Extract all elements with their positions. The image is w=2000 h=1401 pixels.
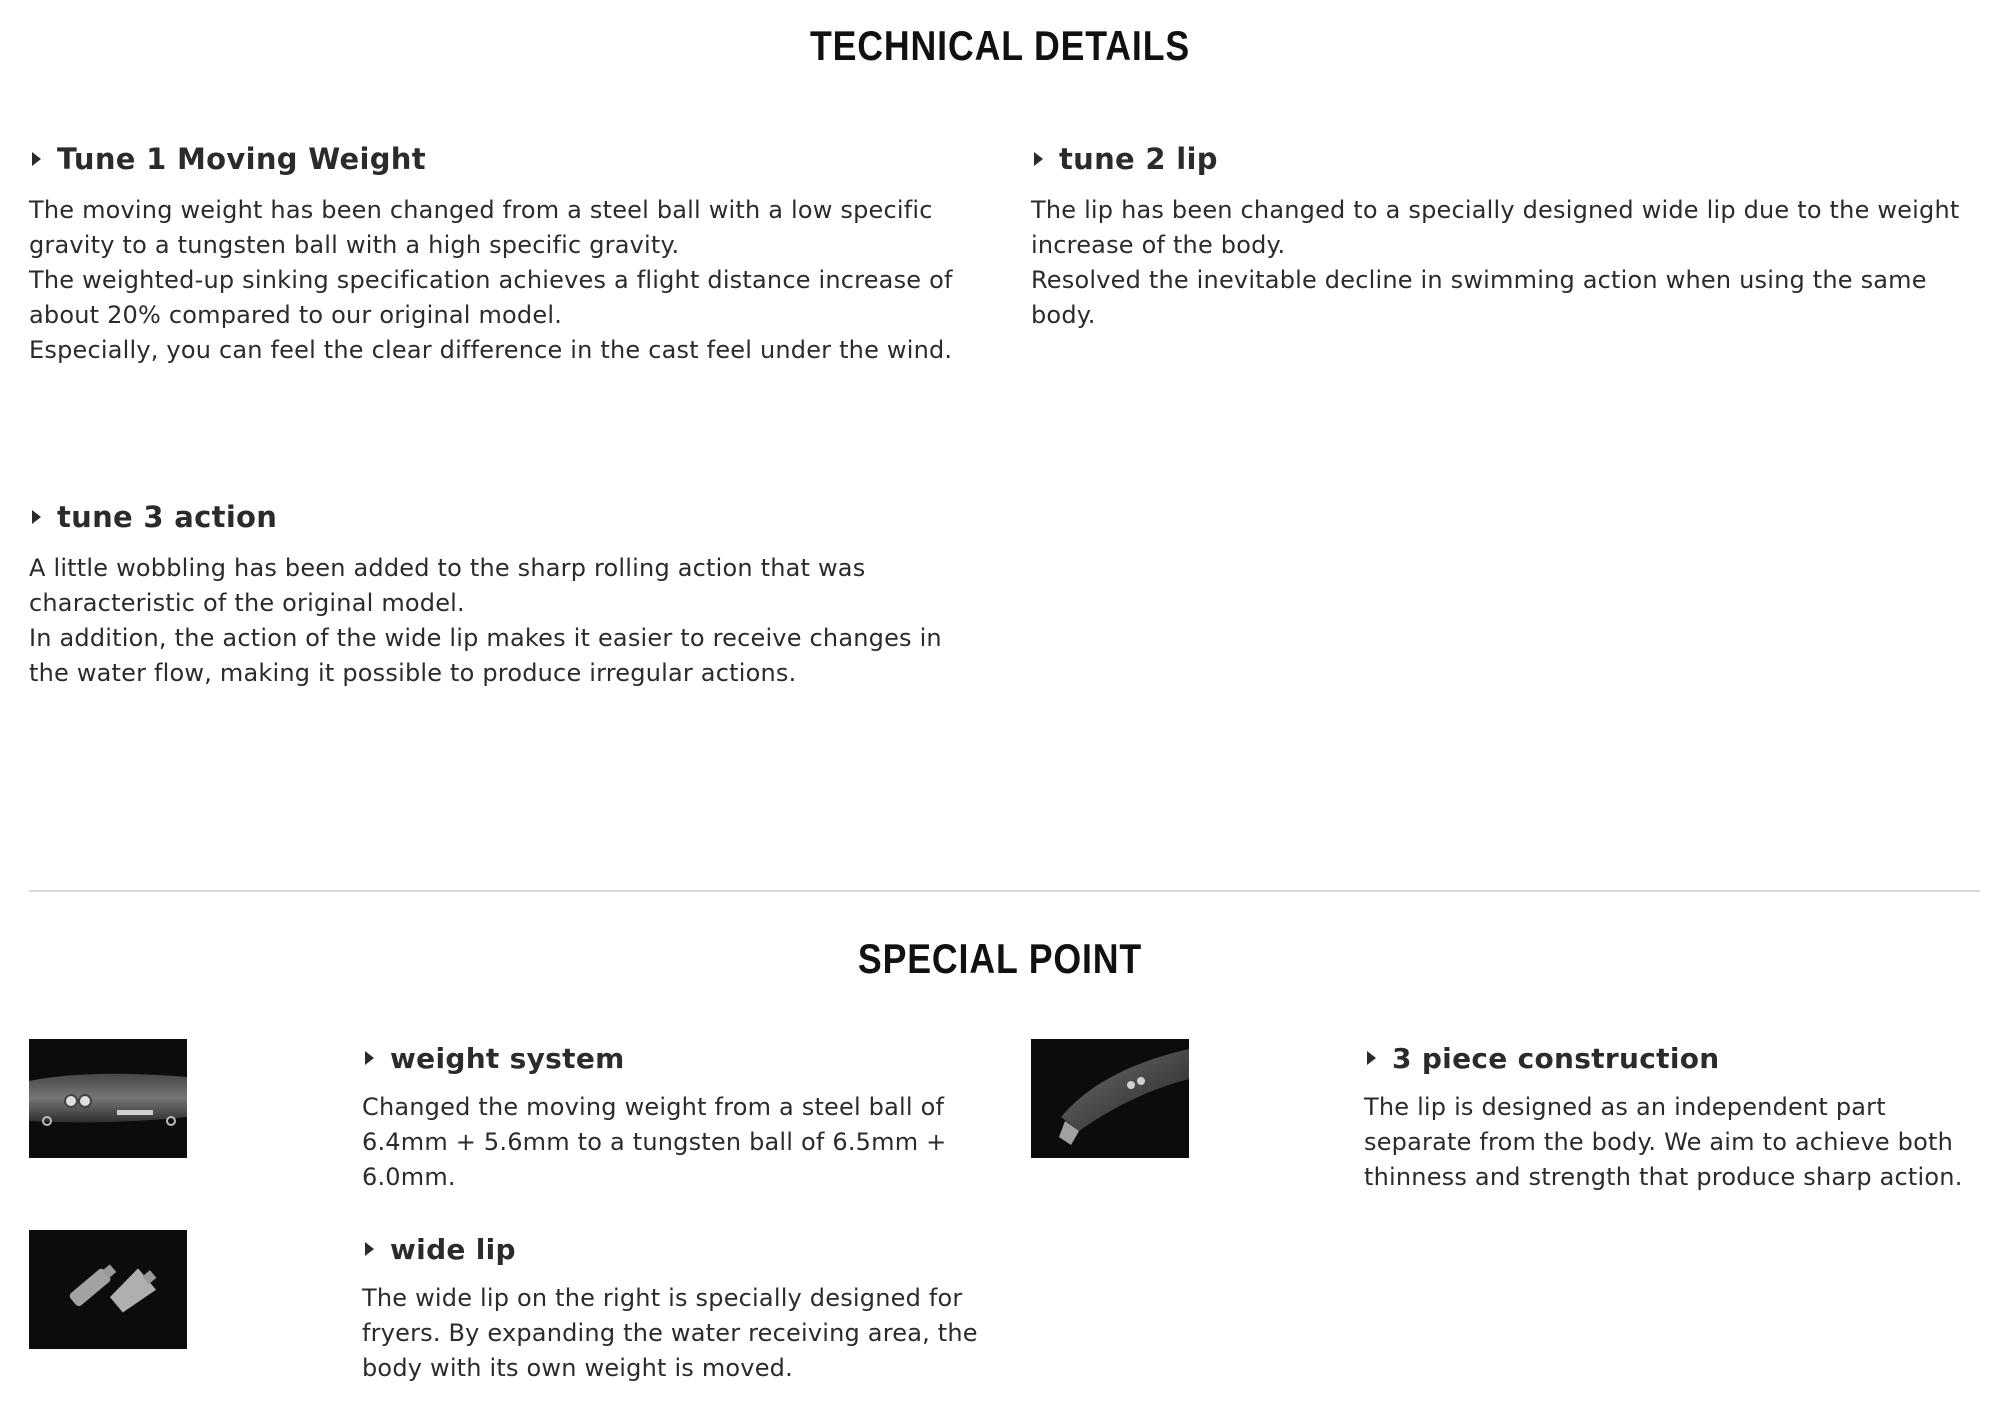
tune2-line: body. [1031,301,1096,329]
wide-lip-line: The wide lip on the right is specially designed for [362,1284,963,1312]
weight-system-line: 6.4mm + 5.6mm to a tungsten ball of 6.5mm + [362,1128,947,1156]
tune3-line: In addition, the action of the wide lip makes it easier to receive changes in [29,624,942,652]
tune3-block [29,497,989,691]
weight-system-block [362,1038,982,1195]
weight-system-line: 6.0mm. [362,1163,456,1191]
tune3-heading [29,497,989,537]
triangle-right-icon [365,1242,374,1256]
tune1-heading-text: Tune 1 Moving Weight [57,142,426,176]
tune2-heading [1031,139,1991,179]
wide-lip-line: fryers. By expanding the water receiving area, the [362,1319,978,1347]
tune3-line: characteristic of the original model. [29,589,465,617]
three-piece-line: thinness and strength that produce sharp action. [1364,1163,1963,1191]
three-piece-block [1364,1038,1984,1195]
tune1-line: about 20% compared to our original model. [29,301,563,329]
tune3-heading-text: tune 3 action [57,500,278,534]
tune3-line: the water flow, making it possible to produce irregular actions. [29,659,797,687]
three-piece-line: The lip is designed as an independent part [1364,1093,1886,1121]
wide-lip-block [362,1229,982,1386]
tune2-heading-text: tune 2 lip [1059,142,1218,176]
tune1-line: The weighted-up sinking specification achieves a flight distance increase of [29,266,953,294]
tune1-line: The moving weight has been changed from a steel ball with a low specific [29,196,933,224]
tune2-description [1031,193,1991,333]
triangle-right-icon [1034,152,1043,166]
tune3-description [29,551,989,691]
tune1-description [29,193,989,368]
wide-lip-image [29,1230,187,1349]
wide-lip-heading-text: wide lip [390,1232,516,1266]
special-point-title: SPECIAL POINT [857,935,1143,982]
three-piece-heading-text: 3 piece construction [1392,1041,1720,1075]
tune1-block [29,139,989,368]
weight-system-heading [362,1038,982,1078]
tune1-line: gravity to a tungsten ball with a high specific gravity. [29,231,680,259]
three-piece-line: separate from the body. We aim to achieve both [1364,1128,1953,1156]
wide-lip-line: body with its own weight is moved. [362,1354,793,1382]
weight-system-image [29,1039,187,1158]
tune2-line: The lip has been changed to a specially designed wide lip due to the weight [1031,196,1960,224]
triangle-right-icon [365,1051,374,1065]
wide-lip-description [362,1281,982,1386]
wide-lip-heading [362,1229,982,1269]
tune2-line: Resolved the inevitable decline in swimming action when using the same [1031,266,1927,294]
weight-system-line: Changed the moving weight from a steel ball of [362,1093,945,1121]
technical-details-title: TECHNICAL DETAILS [809,22,1191,69]
weight-system-heading-text: weight system [390,1041,625,1075]
three-piece-construction-image [1031,1039,1189,1158]
tune1-heading [29,139,989,179]
weight-system-description [362,1090,982,1195]
tune2-block [1031,139,1991,333]
three-piece-description [1364,1090,1984,1195]
tune2-line: increase of the body. [1031,231,1286,259]
section-divider [29,890,1980,892]
triangle-right-icon [32,510,41,524]
triangle-right-icon [32,152,41,166]
tune1-line: Especially, you can feel the clear difference in the cast feel under the wind. [29,336,953,364]
triangle-right-icon [1367,1051,1376,1065]
tune3-line: A little wobbling has been added to the sharp rolling action that was [29,554,866,582]
three-piece-heading [1364,1038,1984,1078]
